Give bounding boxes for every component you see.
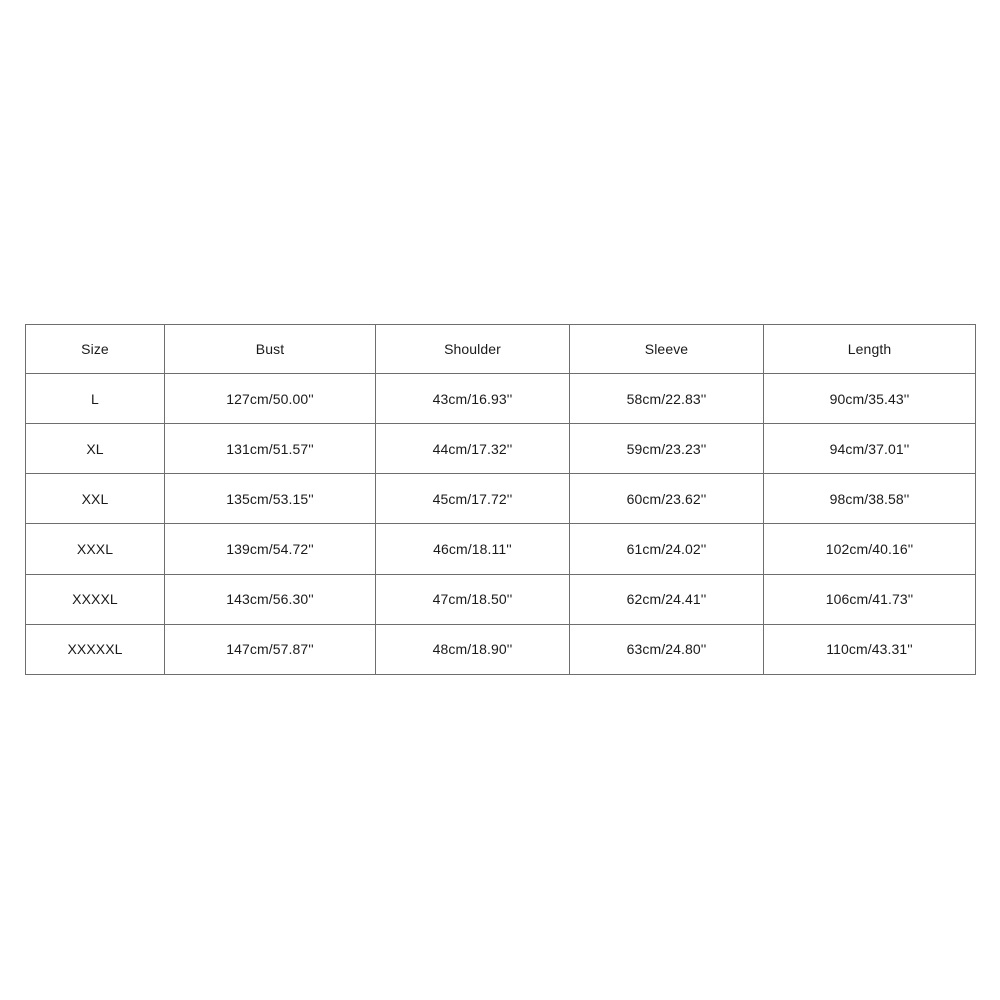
table-row <box>26 574 976 624</box>
cell-bust: 127cm/50.00'' <box>165 374 376 424</box>
header-row <box>26 325 976 374</box>
header-shoulder: Shoulder <box>376 325 570 374</box>
cell-length: 98cm/38.58'' <box>764 474 976 524</box>
cell-shoulder: 44cm/17.32'' <box>376 424 570 474</box>
cell-bust: 143cm/56.30'' <box>165 574 376 624</box>
cell-size: XXXXL <box>26 574 165 624</box>
header-bust: Bust <box>165 325 376 374</box>
cell-sleeve: 61cm/24.02'' <box>570 524 764 574</box>
table-row <box>26 374 976 424</box>
table-row <box>26 624 976 674</box>
cell-shoulder: 48cm/18.90'' <box>376 624 570 674</box>
cell-shoulder: 47cm/18.50'' <box>376 574 570 624</box>
cell-bust: 147cm/57.87'' <box>165 624 376 674</box>
size-chart-table <box>25 324 976 675</box>
cell-size: XXXXXL <box>26 624 165 674</box>
cell-sleeve: 58cm/22.83'' <box>570 374 764 424</box>
header-length: Length <box>764 325 976 374</box>
cell-length: 102cm/40.16'' <box>764 524 976 574</box>
cell-sleeve: 63cm/24.80'' <box>570 624 764 674</box>
cell-shoulder: 45cm/17.72'' <box>376 474 570 524</box>
cell-size: XL <box>26 424 165 474</box>
cell-length: 110cm/43.31'' <box>764 624 976 674</box>
cell-length: 90cm/35.43'' <box>764 374 976 424</box>
header-size: Size <box>26 325 165 374</box>
cell-size: L <box>26 374 165 424</box>
header-sleeve: Sleeve <box>570 325 764 374</box>
cell-sleeve: 60cm/23.62'' <box>570 474 764 524</box>
cell-bust: 139cm/54.72'' <box>165 524 376 574</box>
table-row <box>26 524 976 574</box>
table-row <box>26 474 976 524</box>
cell-length: 106cm/41.73'' <box>764 574 976 624</box>
cell-length: 94cm/37.01'' <box>764 424 976 474</box>
cell-bust: 131cm/51.57'' <box>165 424 376 474</box>
cell-sleeve: 59cm/23.23'' <box>570 424 764 474</box>
table-row <box>26 424 976 474</box>
cell-shoulder: 43cm/16.93'' <box>376 374 570 424</box>
cell-sleeve: 62cm/24.41'' <box>570 574 764 624</box>
cell-size: XXXL <box>26 524 165 574</box>
cell-shoulder: 46cm/18.11'' <box>376 524 570 574</box>
cell-size: XXL <box>26 474 165 524</box>
cell-bust: 135cm/53.15'' <box>165 474 376 524</box>
